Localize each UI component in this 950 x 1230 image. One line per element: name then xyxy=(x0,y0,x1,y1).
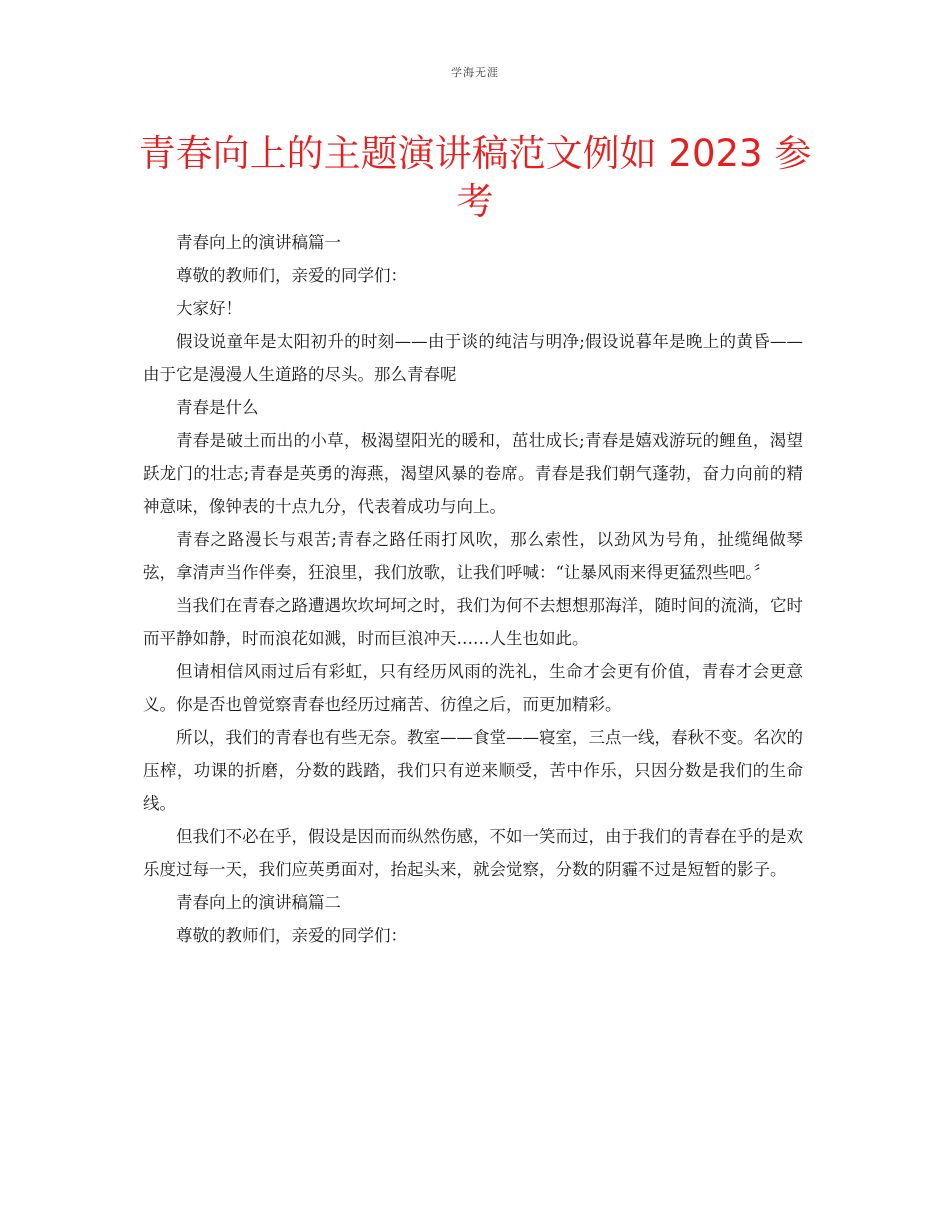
paragraph-4: 假设说童年是太阳初升的时刻——由于谈的纯洁与明净;假设说暮年是晚上的黄昏——由于它是漫漫人生道路的尽头。那么青春呢 xyxy=(143,332,803,384)
paragraph-2: 尊敬的教师们，亲爱的同学们： xyxy=(176,266,407,285)
paragraph-6: 青春是破土而出的小草，极渴望阳光的暖和，茁壮成长;青春是嬉戏游玩的鲤鱼，渴望跃龙门的壮志;青春是英勇的海燕，渴望风暴的卷席。青春是我们朝气蓬勃，奋力向前的精神意味，像钟表的十点九分，代表着成功与向上。 xyxy=(143,431,803,516)
paragraph-10: 所以，我们的青春也有些无奈。教室——食堂——寝室，三点一线，春秋不变。名次的压榨，功课的折磨，分数的践踏，我们只有逆来顺受，苦中作乐，只因分数是我们的生命线。 xyxy=(143,728,803,813)
paragraph-1: 青春向上的演讲稿篇一 xyxy=(176,233,341,252)
paragraph-11: 但我们不必在乎，假设是因而而纵然伤感，不如一笑而过，由于我们的青春在乎的是欢乐度过每一天，我们应英勇面对，抬起头来，就会觉察，分数的阴霾不过是短暂的影子。 xyxy=(143,827,803,879)
paragraph-12: 青春向上的演讲稿篇二 xyxy=(176,893,341,912)
paragraph-5: 青春是什么 xyxy=(176,398,259,417)
paragraph-8: 当我们在青春之路遭遇坎坎坷坷之时，我们为何不去想想那海洋，随时间的流淌，它时而平静如静，时而浪花如溅，时而巨浪冲天……人生也如此。 xyxy=(143,596,803,648)
paragraph-13: 尊敬的教师们，亲爱的同学们： xyxy=(176,926,407,945)
paragraph-3: 大家好！ xyxy=(176,299,242,318)
document-title: 青春向上的主题演讲稿范文例如 2023 参考 xyxy=(138,132,812,223)
page-header: 学海无涯 xyxy=(451,66,499,79)
paragraph-7: 青春之路漫长与艰苦;青春之路任雨打风吹，那么索性，以劲风为号角，扯缆绳做琴弦，拿清声当作伴奏，狂浪里，我们放歌，让我们呼喊：“让暴风雨来得更猛烈些吧。〞 xyxy=(143,530,803,582)
document-body xyxy=(143,226,803,952)
paragraph-9: 但请相信风雨过后有彩虹，只有经历风雨的洗礼，生命才会更有价值，青春才会更意义。你是否也曾觉察青春也经历过痛苦、彷徨之后，而更加精彩。 xyxy=(143,662,803,714)
